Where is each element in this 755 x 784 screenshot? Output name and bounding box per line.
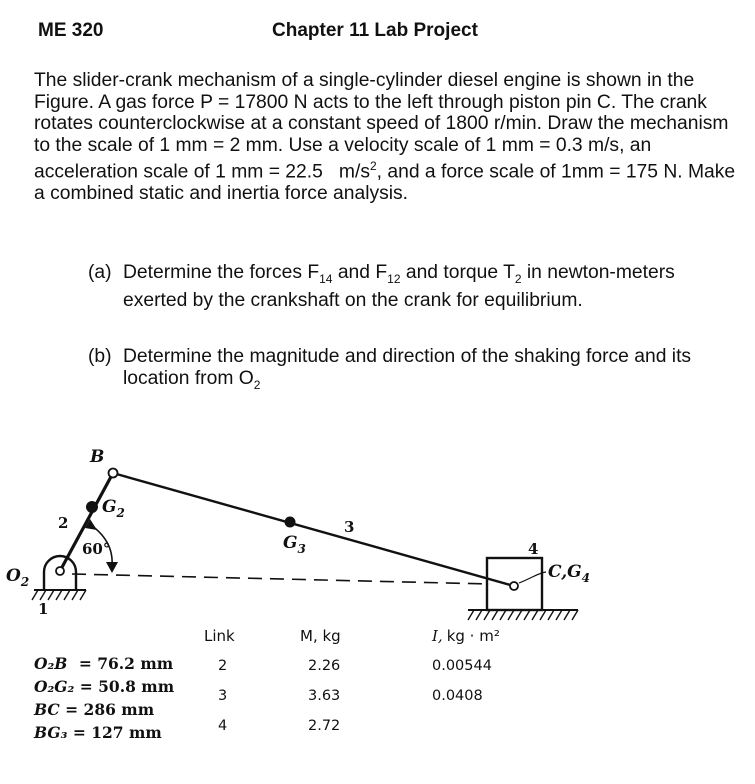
dimension-bc bbox=[34, 698, 174, 721]
label-angle: 60° bbox=[82, 540, 111, 558]
qa-t4: in newton-meters exerted by the crankshaft on the crank for equilibrium. bbox=[123, 262, 675, 312]
label-o2-o: O bbox=[6, 566, 21, 586]
label-cg4-sub: 4 bbox=[581, 571, 591, 585]
connecting-rod bbox=[113, 473, 514, 586]
ground-hatch-1 bbox=[32, 590, 86, 600]
dim-o2b-value: 76.2 mm bbox=[97, 654, 174, 673]
label-cg4-text: C,G bbox=[548, 562, 582, 582]
label-g3-sub: 3 bbox=[297, 542, 306, 556]
dimension-bg3 bbox=[34, 721, 174, 744]
question-b bbox=[88, 346, 748, 396]
dim-o2b-eq: = bbox=[78, 654, 92, 673]
table-header-mass: M, kg bbox=[300, 627, 341, 645]
dim-bg3-eq: = bbox=[72, 723, 86, 742]
table-header-inertia-i: I, bbox=[432, 627, 443, 645]
qa-s2: 12 bbox=[387, 271, 401, 286]
question-b-label: (b) bbox=[88, 346, 112, 367]
ground-hatch-2 bbox=[468, 610, 578, 620]
qb-s1: 2 bbox=[253, 377, 261, 392]
mass-center-g2 bbox=[86, 501, 98, 513]
dimensions-list bbox=[34, 652, 174, 744]
label-g2 bbox=[102, 497, 125, 520]
label-o2-sub: 2 bbox=[20, 575, 30, 589]
label-link-2: 2 bbox=[58, 514, 69, 532]
table-row-2-inertia: 0.0408 bbox=[432, 688, 483, 704]
mass-center-g3 bbox=[285, 517, 296, 528]
qa-t1: Determine the forces F bbox=[123, 262, 320, 283]
label-g3-g: G bbox=[283, 533, 298, 553]
label-g2-g: G bbox=[102, 497, 117, 517]
question-b-text bbox=[88, 346, 748, 396]
table-header-inertia-unit: kg · m² bbox=[446, 627, 500, 645]
qa-t2: and F bbox=[332, 262, 388, 283]
label-ground-1: 1 bbox=[38, 600, 49, 618]
problem-text-1: The slider-crank mechanism of a single-cylinder diesel engine is shown in the Figure. A gas force P = 17800 N acts to the left through piston pin C. The crank rotates counterclockwise at a constant speed of 1800 r/min. Draw the mechanism to the scale of 1 mm = 2 mm. Use a velocity scale of 1 mm = 0.3 m/s, an acceleration scale of 1 mm = 22.5 m/s bbox=[34, 70, 729, 183]
qa-s3: 2 bbox=[514, 271, 522, 286]
question-a bbox=[88, 262, 738, 312]
pin-c bbox=[510, 582, 518, 590]
dim-bg3-value: 127 mm bbox=[91, 723, 162, 742]
table-row-1-inertia: 0.00544 bbox=[432, 658, 492, 674]
dim-o2b-name: O₂B bbox=[34, 654, 68, 673]
dimension-o2b bbox=[34, 652, 174, 675]
chapter-title: Chapter 11 Lab Project bbox=[272, 20, 478, 41]
dim-o2g2-eq: = bbox=[79, 677, 93, 696]
dim-bc-name: BC bbox=[34, 700, 60, 719]
table-header-link: Link bbox=[204, 627, 235, 645]
question-a-text bbox=[88, 262, 738, 312]
label-b: B bbox=[90, 447, 105, 467]
dim-bc-eq: = bbox=[65, 700, 79, 719]
qb-t1: Determine the magnitude and direction of the shaking force and its location from O bbox=[123, 346, 692, 389]
dim-bg3-name: BG₃ bbox=[34, 723, 68, 742]
problem-text-2: , and a force scale of 1mm = 175 N. Make a combined static and inertia force analysis. bbox=[34, 161, 736, 205]
table-row-3-mass: 2.72 bbox=[308, 718, 341, 734]
table-row-1-mass: 2.26 bbox=[308, 658, 341, 674]
table-row-2-mass: 3.63 bbox=[308, 688, 341, 704]
dim-o2g2-value: 50.8 mm bbox=[98, 677, 175, 696]
dim-bc-value: 286 mm bbox=[83, 700, 155, 719]
angle-arrow bbox=[106, 562, 118, 573]
table-row-2-link: 3 bbox=[218, 688, 228, 704]
label-g2-sub: 2 bbox=[116, 506, 125, 520]
qa-s1: 14 bbox=[319, 271, 333, 286]
table-header-inertia bbox=[431, 627, 500, 645]
pin-b bbox=[109, 469, 118, 478]
dim-o2g2-name: O₂G₂ bbox=[34, 677, 75, 696]
label-g3 bbox=[283, 533, 306, 556]
label-link-4: 4 bbox=[528, 540, 539, 558]
problem-statement bbox=[34, 70, 749, 205]
course-code: ME 320 bbox=[38, 20, 104, 41]
table-row-3-link: 4 bbox=[218, 718, 228, 734]
label-cg4 bbox=[548, 562, 590, 585]
table-row-1-link: 2 bbox=[218, 658, 228, 674]
question-a-label: (a) bbox=[88, 262, 112, 283]
label-o2 bbox=[6, 566, 29, 589]
label-link-3: 3 bbox=[344, 518, 355, 536]
center-line bbox=[72, 574, 490, 584]
dimension-o2g2 bbox=[34, 675, 174, 698]
qa-t3: and torque T bbox=[400, 262, 515, 283]
pivot-o2 bbox=[56, 567, 64, 575]
problem-sup-2: 2 bbox=[369, 159, 377, 174]
